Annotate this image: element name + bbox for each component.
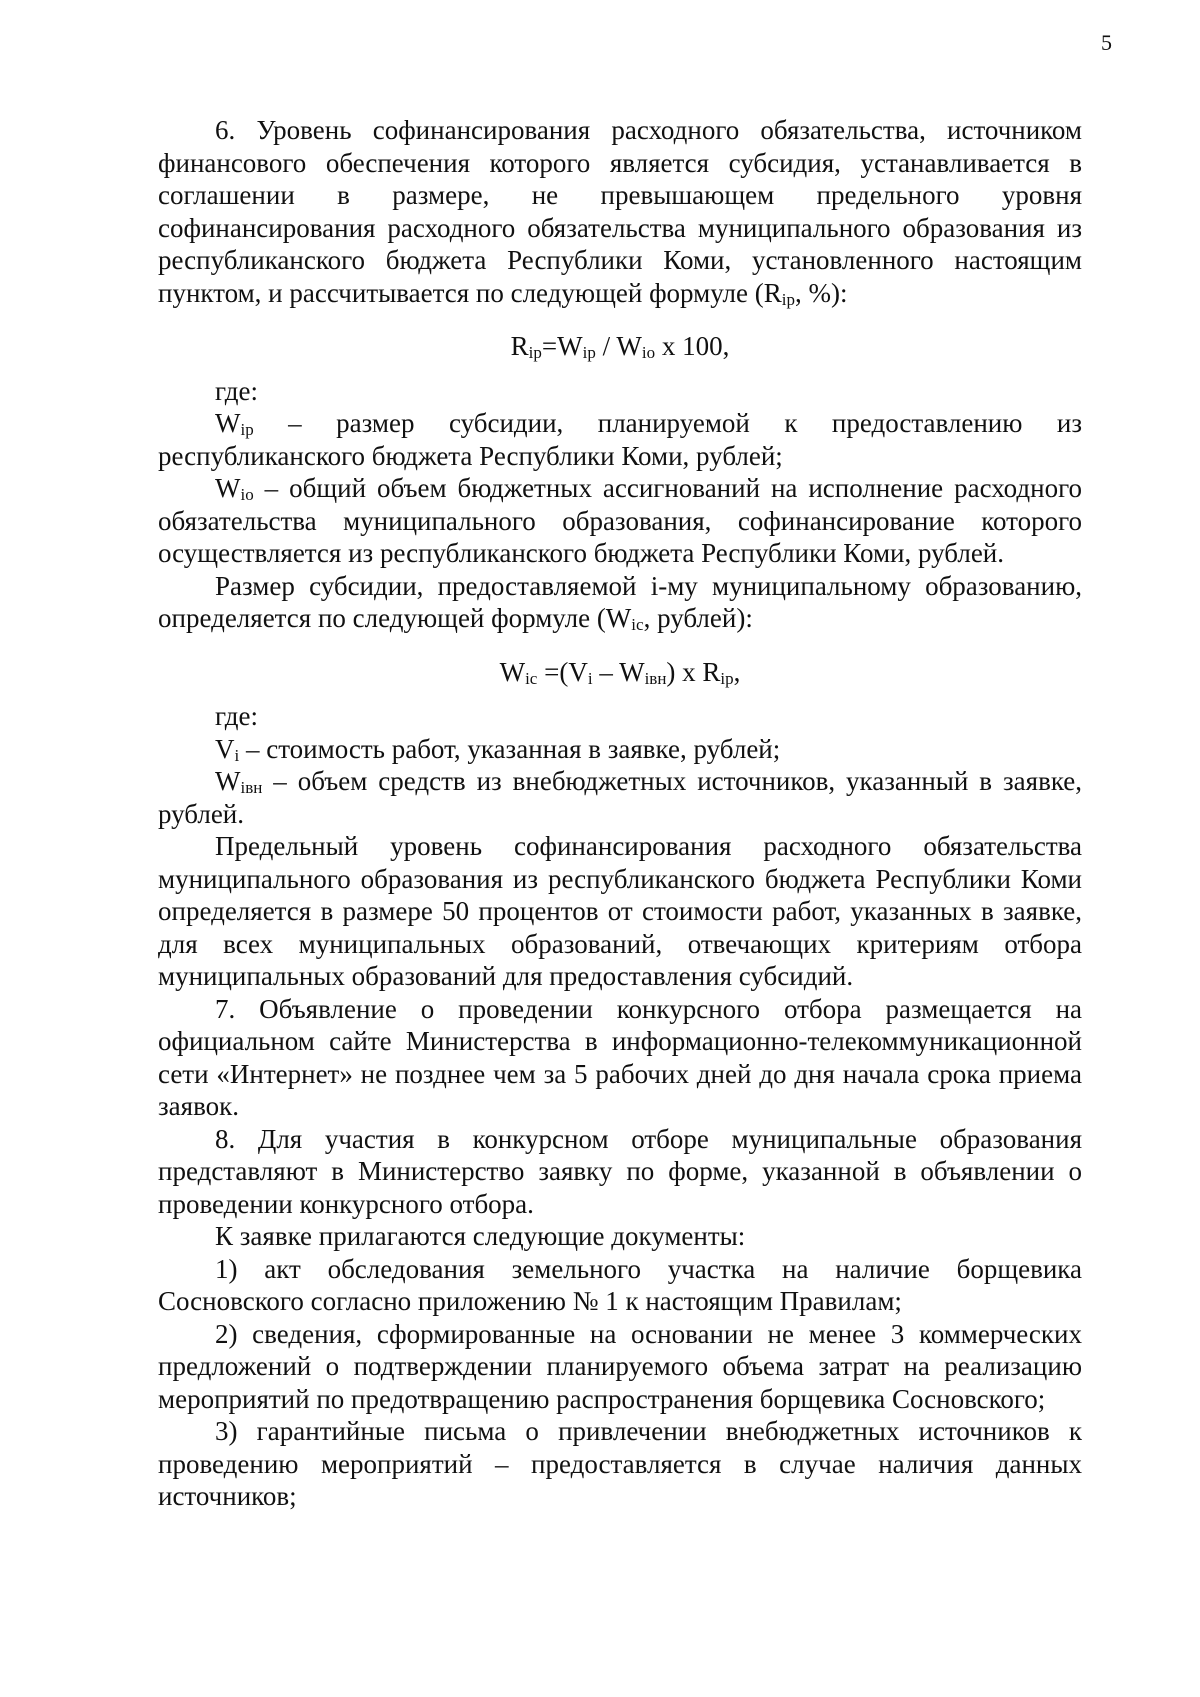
definition-wvn: $W_{iвн}$ – объем средств из внебюджетных источников, указанный в заявке, рублей.: [158, 766, 1082, 829]
definition-wip: $W_{ip}$ – размер субсидии, планируемой к предоставлению из республиканского бюджета Республики Коми, рублей;: [158, 408, 1082, 471]
formula-rip: $R_{ip}=W_{ip} / W_{io}$ x 100,: [510, 331, 730, 362]
where-label-2: где:: [215, 701, 258, 731]
document-item-2: 2) сведения, сформированные на основании не менее 3 коммерческих предложений о подтверждении планируемого объема затрат на реализацию мероприятий по предотвращению распространения борщевика Сосновского;: [158, 1318, 1082, 1414]
definition-wio: $W_{io}$ – общий объем бюджетных ассигнований на исполнение расходного обязательства муниципального образования, софинансирование которого осуществляется из республиканского бюджета Республики Коми, рублей.: [158, 473, 1082, 568]
definition-vi: $V_i$ – стоимость работ, указанная в заявке, рублей;: [215, 733, 781, 765]
documents-intro: К заявке прилагаются следующие документы:: [215, 1221, 746, 1251]
document-body: [158, 114, 1082, 1513]
where-label-1: где:: [215, 375, 258, 406]
document-item-1: 1) акт обследования земельного участка на наличие борщевика Сосновского согласно приложению № 1 к настоящим Правилам;: [158, 1253, 1082, 1316]
page-number: 5: [1101, 30, 1112, 55]
subsidy-size-paragraph: Размер субсидии, предоставляемой i-му муниципальному образованию, определяется по следующей формуле ($W_{ic}$, рублей):: [158, 570, 1082, 634]
formula-wic: $W_{ic} =(V_i - W_{iвн})$ x $R_{ip}$,: [499, 656, 741, 688]
document-item-3: 3) гарантийные письма о привлечении внебюджетных источников к проведению мероприятий – предоставляется в случае наличия данных источников;: [158, 1416, 1082, 1511]
limit-paragraph: Предельный уровень софинансирования расходного обязательства муниципального образования из республиканского бюджета Республики Коми определяется в размере 50 процентов от стоимости работ, указанных в заявке, для всех муниципальных образований, отвечающих критериям отбора муниципальных образований для предоставления субсидий.: [158, 831, 1082, 991]
paragraph-6: 6. Уровень софинансирования расходного обязательства, источником финансового обеспечения которого является субсидия, устанавливается в соглашении в размере, не превышающем предельного уровня софинансирования расходного обязательства муниципального образования из республиканского бюджета Республики Коми, установленного настоящим пунктом, и рассчитывается по следующей формуле ($R_{ip}$, %):: [158, 115, 1082, 309]
paragraph-7: 7. Объявление о проведении конкурсного отбора размещается на официальном сайте Министерства в информационно-телекоммуникационной сети «Интернет» не позднее чем за 5 рабочих дней до дня начала срока приема заявок.: [158, 993, 1082, 1121]
paragraph-8: 8. Для участия в конкурсном отборе муниципальные образования представляют в Министерство заявку по форме, указанной в объявлении о проведении конкурсного отбора.: [158, 1123, 1082, 1219]
